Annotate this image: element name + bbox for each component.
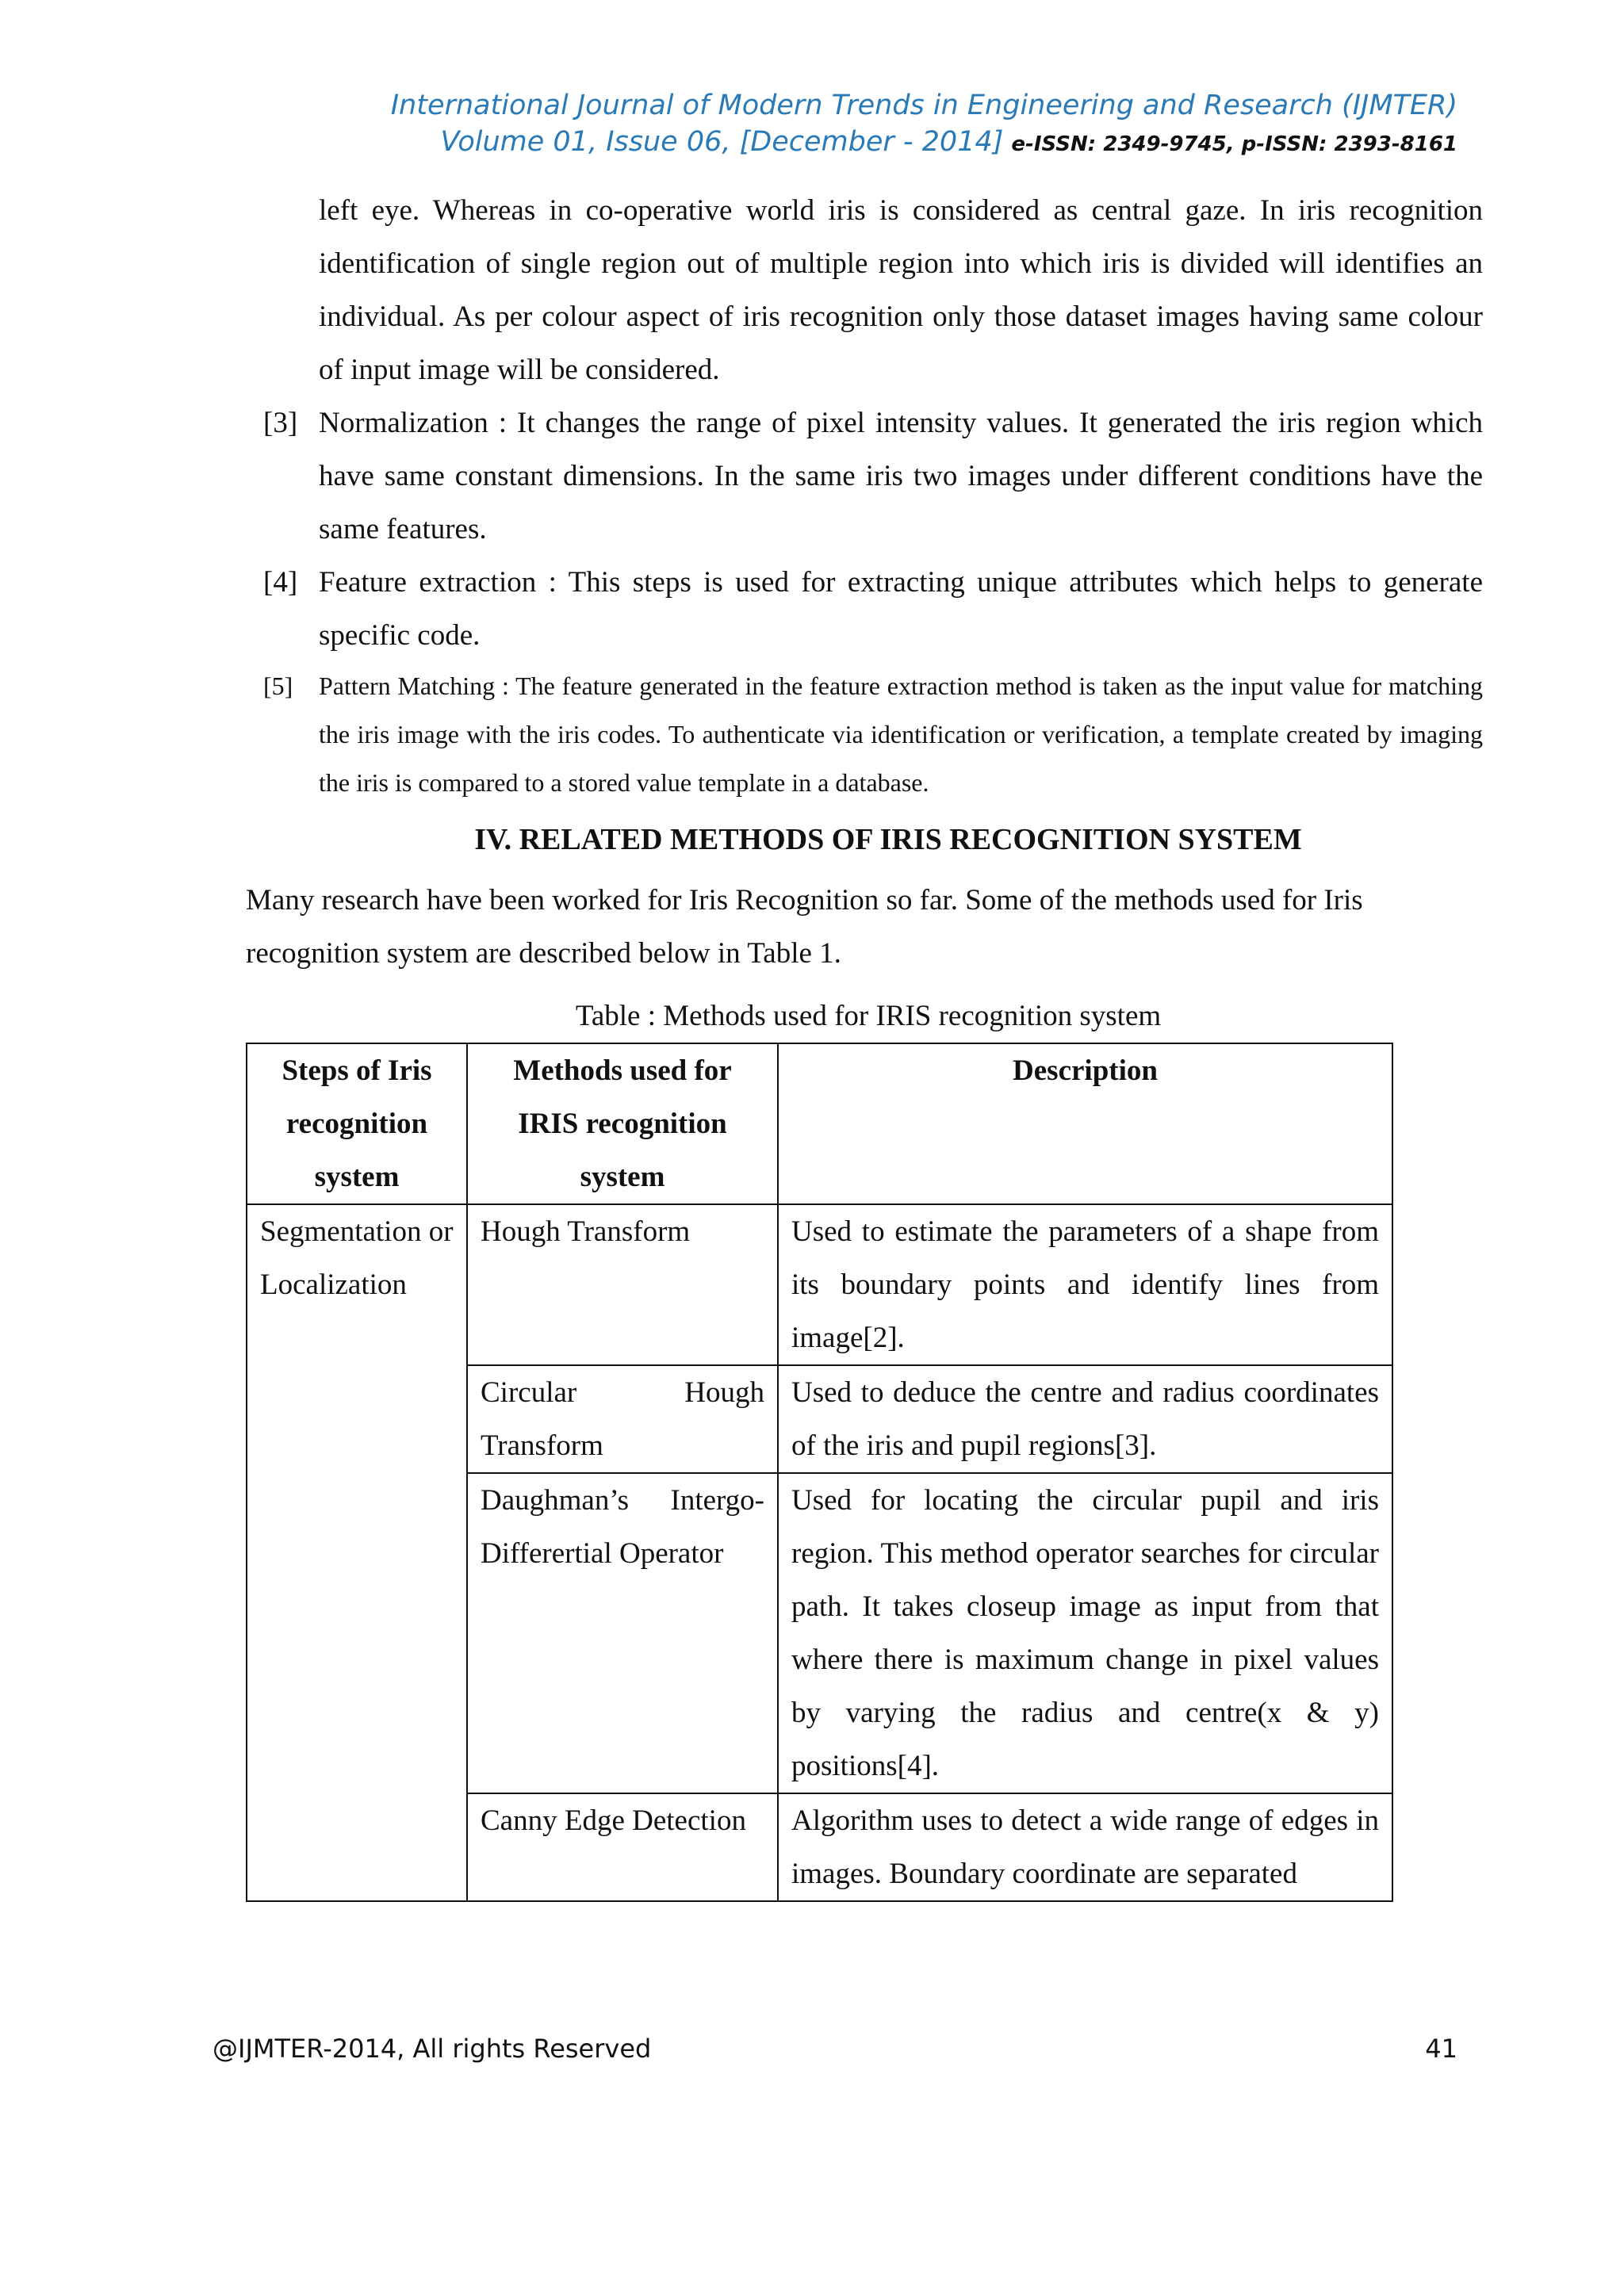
table-caption: Table : Methods used for IRIS recognition system xyxy=(575,1000,1162,1032)
journal-title: International Journal of Modern Trends in Engineering and Research (IJMTER) xyxy=(390,90,1457,121)
description-cell: Algorithm uses to detect a wide range of edges in images. Boundary coordinate are separated xyxy=(778,1793,1392,1901)
copyright-notice: @IJMTER-2014, All rights Reserved xyxy=(213,2034,652,2064)
list-item-number: [3] xyxy=(263,407,298,439)
list-item-text: Normalization : It changes the range of pixel intensity values. It generated the iris region which have same constant dimensions. In the same iris two images under different conditions have the same features. xyxy=(319,407,1483,545)
column-header-steps: Steps of Iris recognition system xyxy=(247,1043,467,1204)
description-cell: Used to estimate the parameters of a shape from its boundary points and identify lines from image[2]. xyxy=(778,1204,1392,1365)
list-item xyxy=(246,556,1483,662)
list-item xyxy=(246,662,1483,807)
table-header-row xyxy=(247,1043,1392,1204)
column-header-description: Description xyxy=(778,1043,1392,1204)
journal-header xyxy=(189,87,1457,163)
continued-paragraph xyxy=(246,184,1483,396)
continued-text: left eye. Whereas in co-operative world iris is considered as central gaze. In iris recognition identification of single region out of multiple region into which iris is divided will identifies an individual. As per colour aspect of iris recognition only those dataset images having same colour of input image will be considered. xyxy=(319,194,1483,386)
method-cell: Canny Edge Detection xyxy=(467,1793,778,1901)
list-item-number: [4] xyxy=(263,566,298,599)
description-cell: Used to deduce the centre and radius coordinates of the iris and pupil regions[3]. xyxy=(778,1365,1392,1473)
page-footer xyxy=(213,2034,1457,2064)
list-item-number: [5] xyxy=(263,672,293,700)
method-cell: Daughman’s Intergo-Differertial Operator xyxy=(467,1473,778,1793)
page-body xyxy=(246,184,1483,1902)
table-row xyxy=(247,1204,1392,1365)
description-cell: Used for locating the circular pupil and iris region. This method operator searches for circular path. It takes closeup image as input from that where there is maximum change in pixel values by varying the radius and centre(x & y) positions[4]. xyxy=(778,1473,1392,1793)
journal-volume-line xyxy=(189,124,1457,163)
page-number: 41 xyxy=(1425,2034,1457,2064)
issn-numbers: e-ISSN: 2349-9745, p-ISSN: 2393-8161 xyxy=(1011,132,1457,156)
list-item-text: Pattern Matching : The feature generated in the feature extraction method is taken as the input value for matching the iris image with the iris codes. To authenticate via identification or verification, a template created by imaging the iris is compared to a stored value template in a database. xyxy=(319,672,1483,797)
list-item-text: Feature extraction : This steps is used for extracting unique attributes which helps to generate specific code. xyxy=(319,566,1483,652)
list-item xyxy=(246,396,1483,556)
methods-table xyxy=(246,1043,1393,1902)
method-cell: Circular Hough Transform xyxy=(467,1365,778,1473)
method-cell: Hough Transform xyxy=(467,1204,778,1365)
column-header-methods: Methods used for IRIS recognition system xyxy=(467,1043,778,1204)
section-heading: IV. RELATED METHODS OF IRIS RECOGNITION SYSTEM xyxy=(474,823,1302,856)
section-intro: Many research have been worked for Iris Recognition so far. Some of the methods used for Iris recognition system are described below in Table 1. xyxy=(246,884,1363,970)
volume-issue: Volume 01, Issue 06, [December - 2014] xyxy=(440,126,1004,158)
step-cell: Segmentation or Localization xyxy=(247,1204,467,1901)
